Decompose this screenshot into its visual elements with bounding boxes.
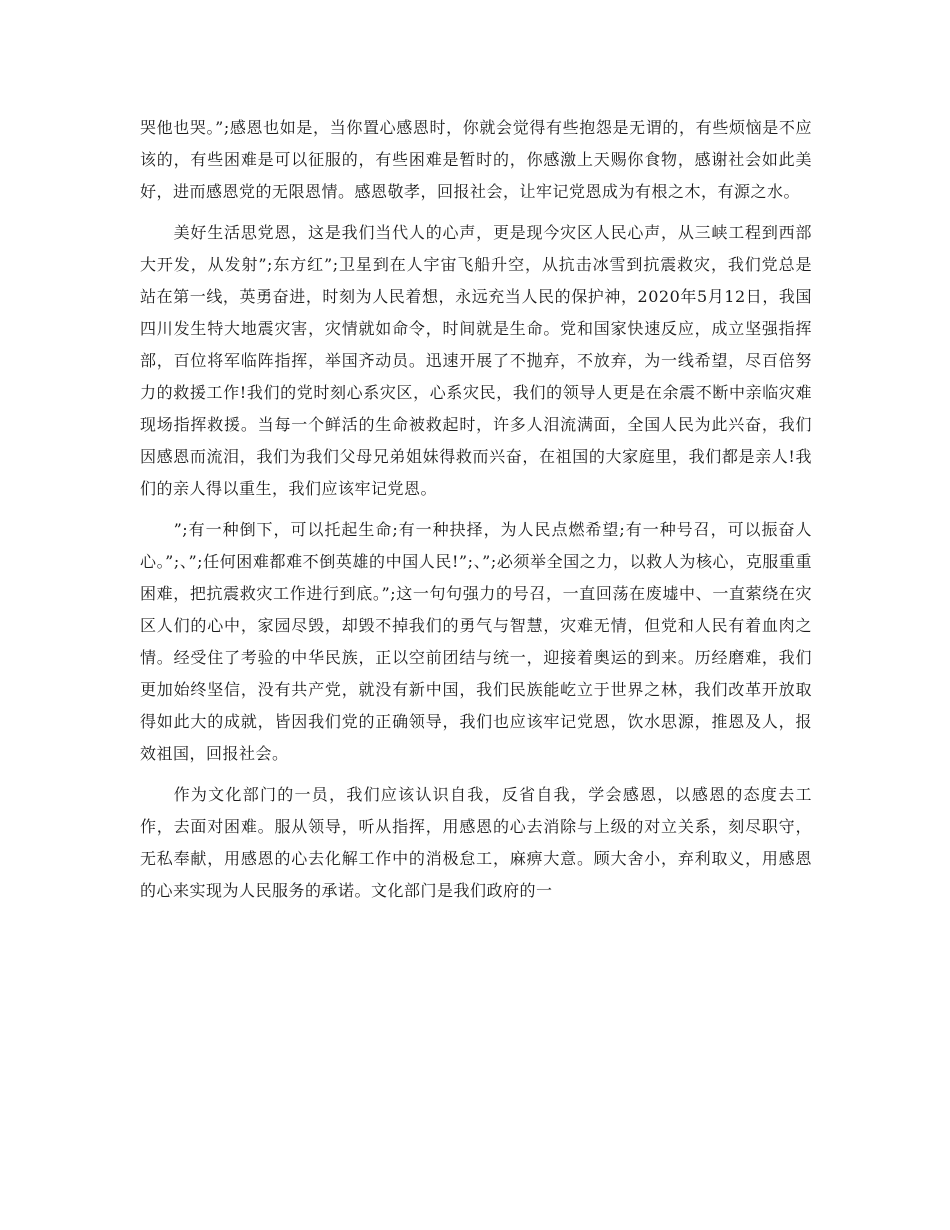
paragraph-4: 作为文化部门的一员，我们应该认识自我，反省自我，学会感恩，以感恩的态度去工作，去面对困难。服从领导，听从指挥，用感恩的心去消除与上级的对立关系，刻尽职守，无私奉献，用感恩的心去化解工作中的消极怠工，麻痹大意。顾大舍小，弃利取义，用感恩的心来实现为人民服务的承诺。文化部门是我们政府的一 (140, 785, 812, 900)
paragraph-3: ”;有一种倒下，可以托起生命;有一种抉择，为人民点燃希望;有一种号召，可以振奋人心。”;、”;任何困难都难不倒英雄的中国人民!”;、”;必须举全国之力，以救人为核心，克服重重困难，把抗震救灾工作进行到底。”;这一句句强力的号召，一直回荡在废墟中、一直萦绕在灾区人们的心中，家园尽毁，却毁不掉我们的勇气与智慧，灾难无情，但党和人民有着血肉之情。经受住了考验的中华民族，正以空前团结与统一，迎接着奥运的到来。历经磨难，我们更加始终坚信，没有共产党，就没有新中国，我们民族能屹立于世界之林，我们改革开放取得如此大的成就，皆因我们党的正确领导，我们也应该牢记党恩，饮水思源，推恩及人，报效祖国，回报社会。 (140, 520, 812, 763)
paragraph-2: 美好生活思党恩，这是我们当代人的心声，更是现今灾区人民心声，从三峡工程到西部大开发，从发射”;东方红”;卫星到在人宇宙飞船升空，从抗击冰雪到抗震救灾，我们党总是站在第一线，英勇奋进，时刻为人民着想，永远充当人民的保护神，2020年5月12日，我国四川发生特大地震灾害，灾情就如命令，时间就是生命。党和国家快速反应，成立坚强指挥部，百位将军临阵指挥，举国齐动员。迅速开展了不抛弃，不放弃，为一线希望，尽百倍努力的救援工作!我们的党时刻心系灾区，心系灾民，我们的领导人更是在余震不断中亲临灾难现场指挥救援。当每一个鲜活的生命被救起时，许多人泪流满面，全国人民为此兴奋，我们因感恩而流泪，我们为我们父母兄弟姐妹得救而兴奋，在祖国的大家庭里，我们都是亲人!我们的亲人得以重生，我们应该牢记党恩。 (140, 223, 812, 498)
document-body (140, 112, 812, 916)
paragraph-1: 哭他也哭。”;感恩也如是，当你置心感恩时，你就会觉得有些抱怨是无谓的，有些烦恼是不应该的，有些困难是可以征服的，有些困难是暂时的，你感激上天赐你食物，感谢社会如此美好，进而感恩党的无限恩情。感恩敬孝，回报社会，让牢记党恩成为有根之木，有源之水。 (140, 118, 812, 201)
